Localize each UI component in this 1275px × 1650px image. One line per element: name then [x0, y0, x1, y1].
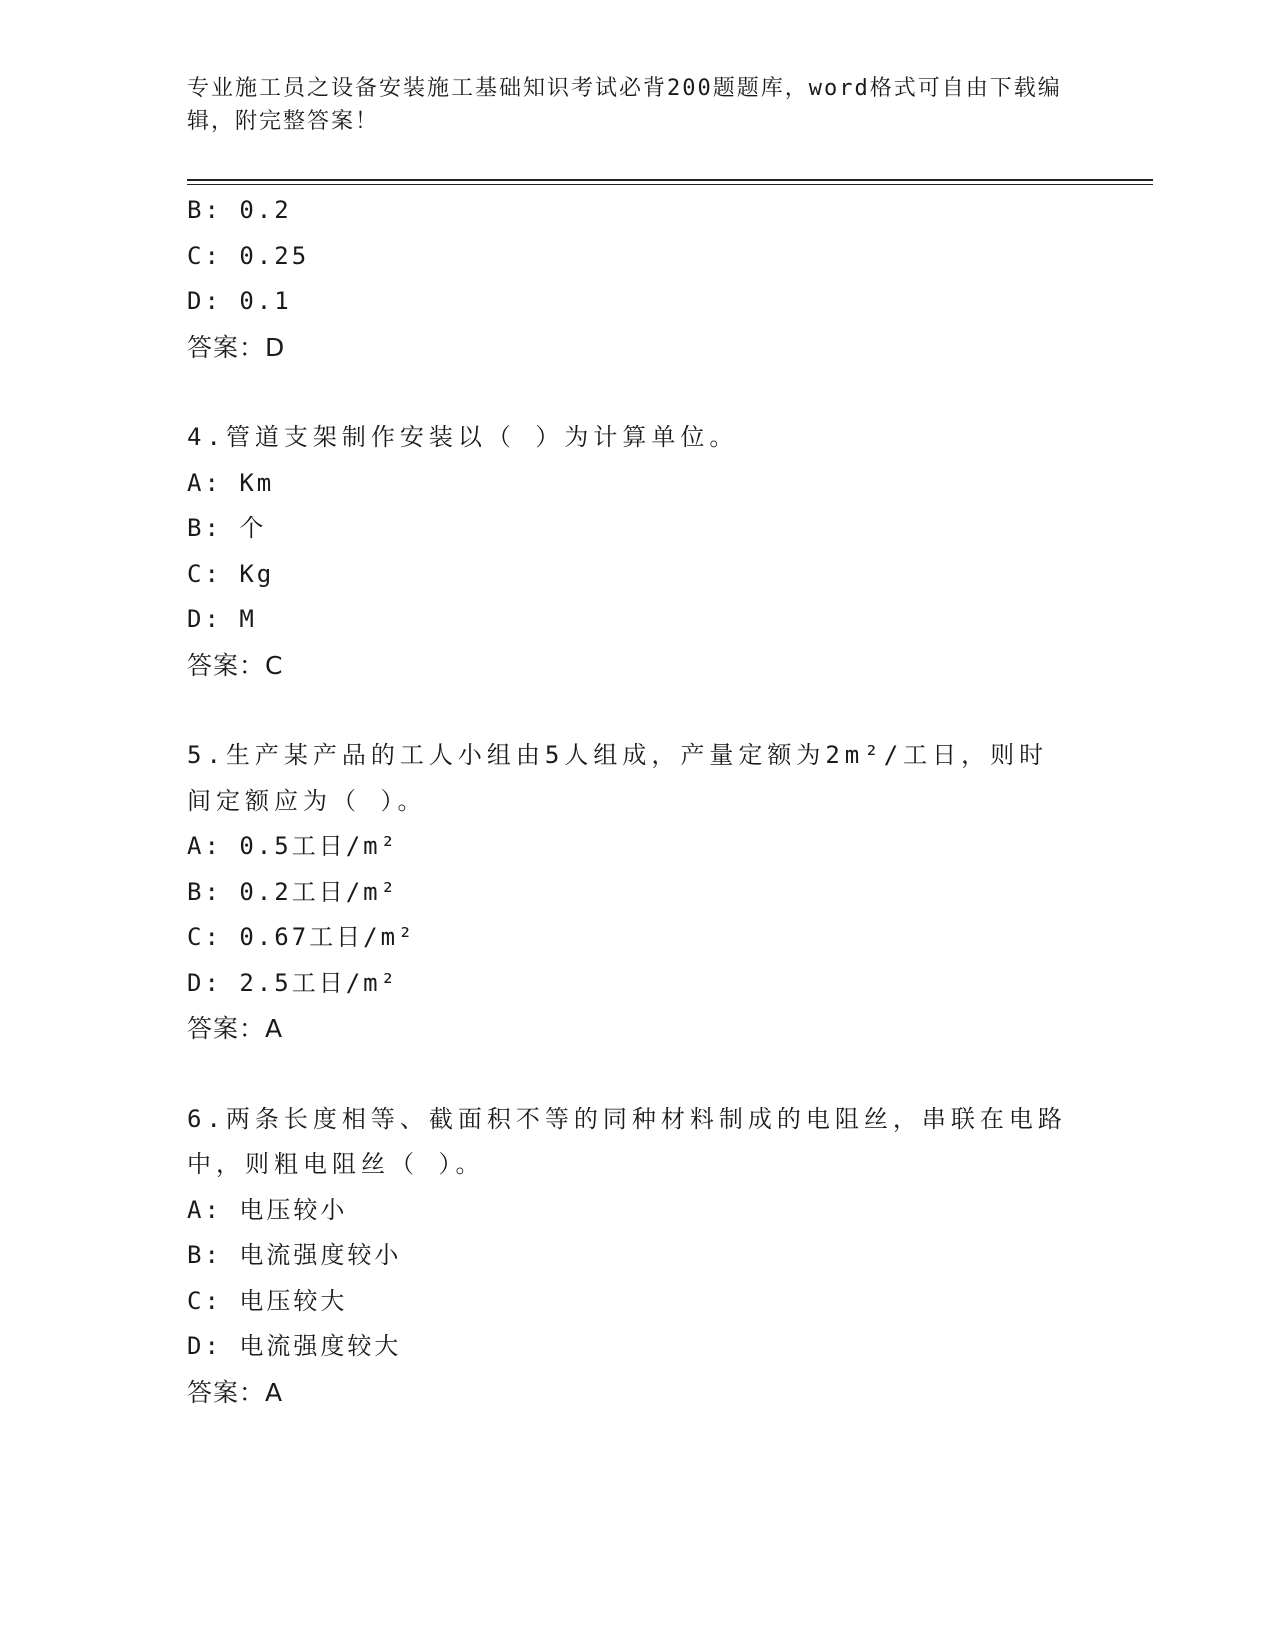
option-d: D: 电流强度较大	[187, 1332, 402, 1360]
option-c: C: Kg	[187, 559, 275, 588]
option-b: B: 0.2	[187, 196, 292, 224]
option-d: D: 0.1	[187, 287, 292, 315]
question-stem: 5.生产某产品的工人小组由5人组成，产量定额为2m²/工日，则时间定额应为（ ）。	[187, 741, 1049, 815]
document-header: 专业施工员之设备安装施工基础知识考试必背200题题库，word格式可自由下载编辑，附完整答案！	[187, 76, 1062, 134]
option-a: A: 电压较小	[187, 1195, 348, 1224]
header-divider-thick	[187, 179, 1153, 181]
question-list	[187, 188, 1087, 1415]
option-d: D: M	[187, 605, 257, 633]
option-a: A: Km	[187, 468, 275, 497]
header-divider-thin	[187, 184, 1153, 185]
answer-line: 答案：A	[187, 1014, 284, 1043]
option-c: C: 电压较大	[187, 1286, 348, 1315]
question-3-continuation	[187, 188, 1087, 370]
option-c: C: 0.25	[187, 241, 310, 270]
question-5	[187, 733, 1087, 1052]
question-stem: 6.两条长度相等、截面积不等的同种材料制成的电阻丝，串联在电路中，则粗电阻丝（ ）。	[187, 1104, 1067, 1178]
option-b: B: 个	[187, 514, 267, 542]
answer-line: 答案：D	[187, 332, 286, 362]
question-6	[187, 1097, 1087, 1416]
option-d: D: 2.5工日/m²	[187, 968, 399, 997]
question-stem: 4.管道支架制作安装以（ ）为计算单位。	[187, 423, 739, 451]
answer-line: 答案：A	[187, 1377, 284, 1407]
option-a: A: 0.5工日/m²	[187, 832, 399, 860]
option-c: C: 0.67工日/m²	[187, 923, 416, 951]
option-b: B: 0.2工日/m²	[187, 877, 399, 906]
answer-line: 答案：C	[187, 650, 284, 680]
option-b: B: 电流强度较小	[187, 1241, 402, 1269]
question-4	[187, 415, 1087, 688]
